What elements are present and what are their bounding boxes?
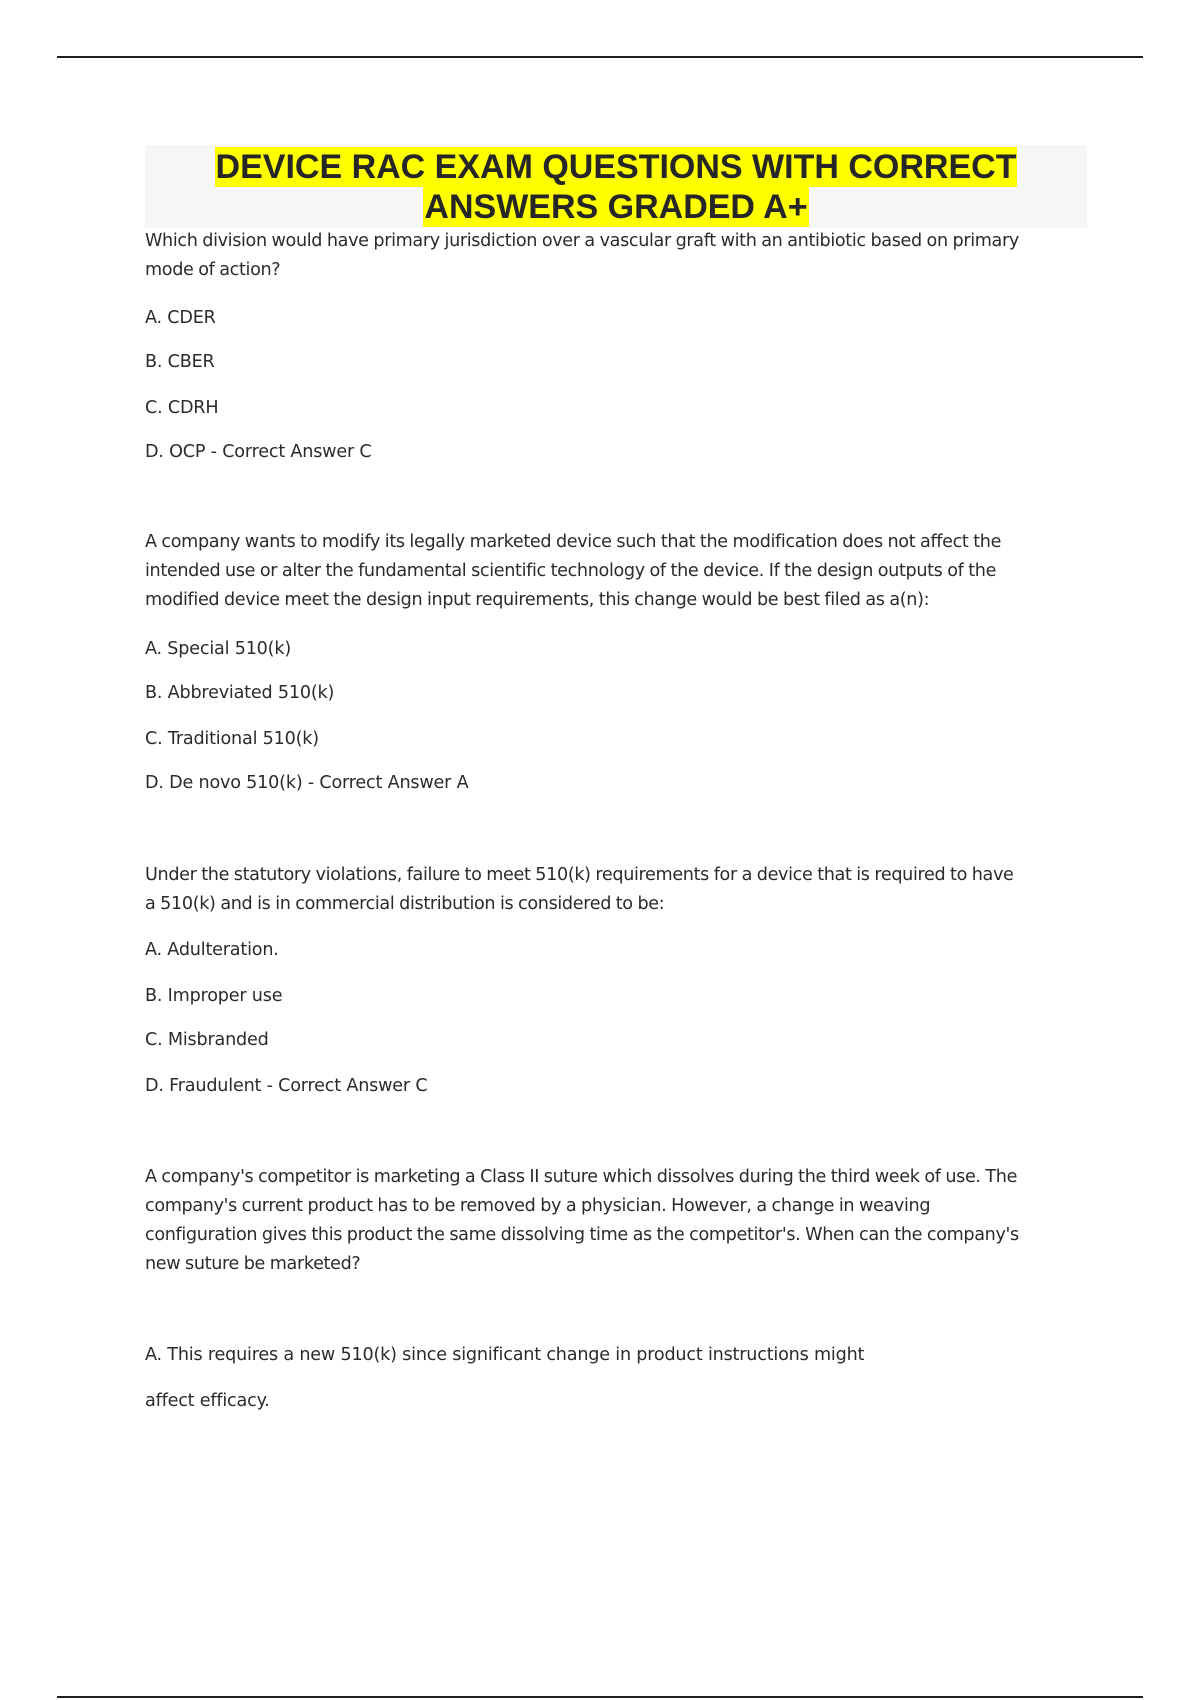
question-3-option-c: C. Misbranded: [145, 1030, 269, 1050]
question-line: company's current product has to be removed by a physician. However, a change in weaving: [145, 1196, 931, 1216]
question-line: modified device meet the design input requirements, this change would be best filed as a(n):: [145, 590, 930, 610]
question-line: a 510(k) and is in commercial distribution is considered to be:: [145, 894, 665, 914]
title-line-2: ANSWERS GRADED A+: [424, 188, 808, 226]
question-line: A company wants to modify its legally marketed device such that the modification does not affect the: [145, 532, 1002, 552]
question-2-option-a: A. Special 510(k): [145, 639, 291, 659]
question-line: Which division would have primary jurisdiction over a vascular graft with an antibiotic based on primary: [145, 231, 1019, 251]
question-2-option-d: D. De novo 510(k) - Correct Answer A: [145, 773, 469, 793]
question-1-option-b: B. CBER: [145, 352, 215, 372]
document-title: [145, 145, 1087, 228]
question-3-option-b: B. Improper use: [145, 986, 283, 1006]
question-1-text: [145, 227, 1090, 285]
question-line: A company's competitor is marketing a Class II suture which dissolves during the third week of use. The: [145, 1167, 1018, 1187]
question-1-option-d: D. OCP - Correct Answer C: [145, 442, 372, 462]
question-line: configuration gives this product the same dissolving time as the competitor's. When can the company's: [145, 1225, 1019, 1245]
question-3-option-d: D. Fraudulent - Correct Answer C: [145, 1076, 428, 1096]
question-2-option-c: C. Traditional 510(k): [145, 729, 319, 749]
question-4-text: [145, 1163, 1090, 1279]
question-1-option-a: A. CDER: [145, 308, 216, 328]
question-line: intended use or alter the fundamental scientific technology of the device. If the design outputs of the: [145, 561, 997, 581]
question-line: mode of action?: [145, 260, 281, 280]
header-rule: [57, 56, 1143, 58]
question-3-text: [145, 861, 1090, 919]
footer-rule: [57, 1696, 1143, 1698]
question-3-option-a: A. Adulteration.: [145, 940, 279, 960]
question-1-option-c: C. CDRH: [145, 398, 219, 418]
question-2-option-b: B. Abbreviated 510(k): [145, 683, 335, 703]
title-line-1: DEVICE RAC EXAM QUESTIONS WITH CORRECT: [215, 148, 1017, 186]
question-4-option-a-continued: affect efficacy.: [145, 1391, 270, 1411]
question-4-option-a: A. This requires a new 510(k) since significant change in product instructions might: [145, 1345, 865, 1365]
question-2-text: [145, 528, 1090, 615]
question-line: Under the statutory violations, failure to meet 510(k) requirements for a device that is required to have: [145, 865, 1014, 885]
question-line: new suture be marketed?: [145, 1254, 361, 1274]
